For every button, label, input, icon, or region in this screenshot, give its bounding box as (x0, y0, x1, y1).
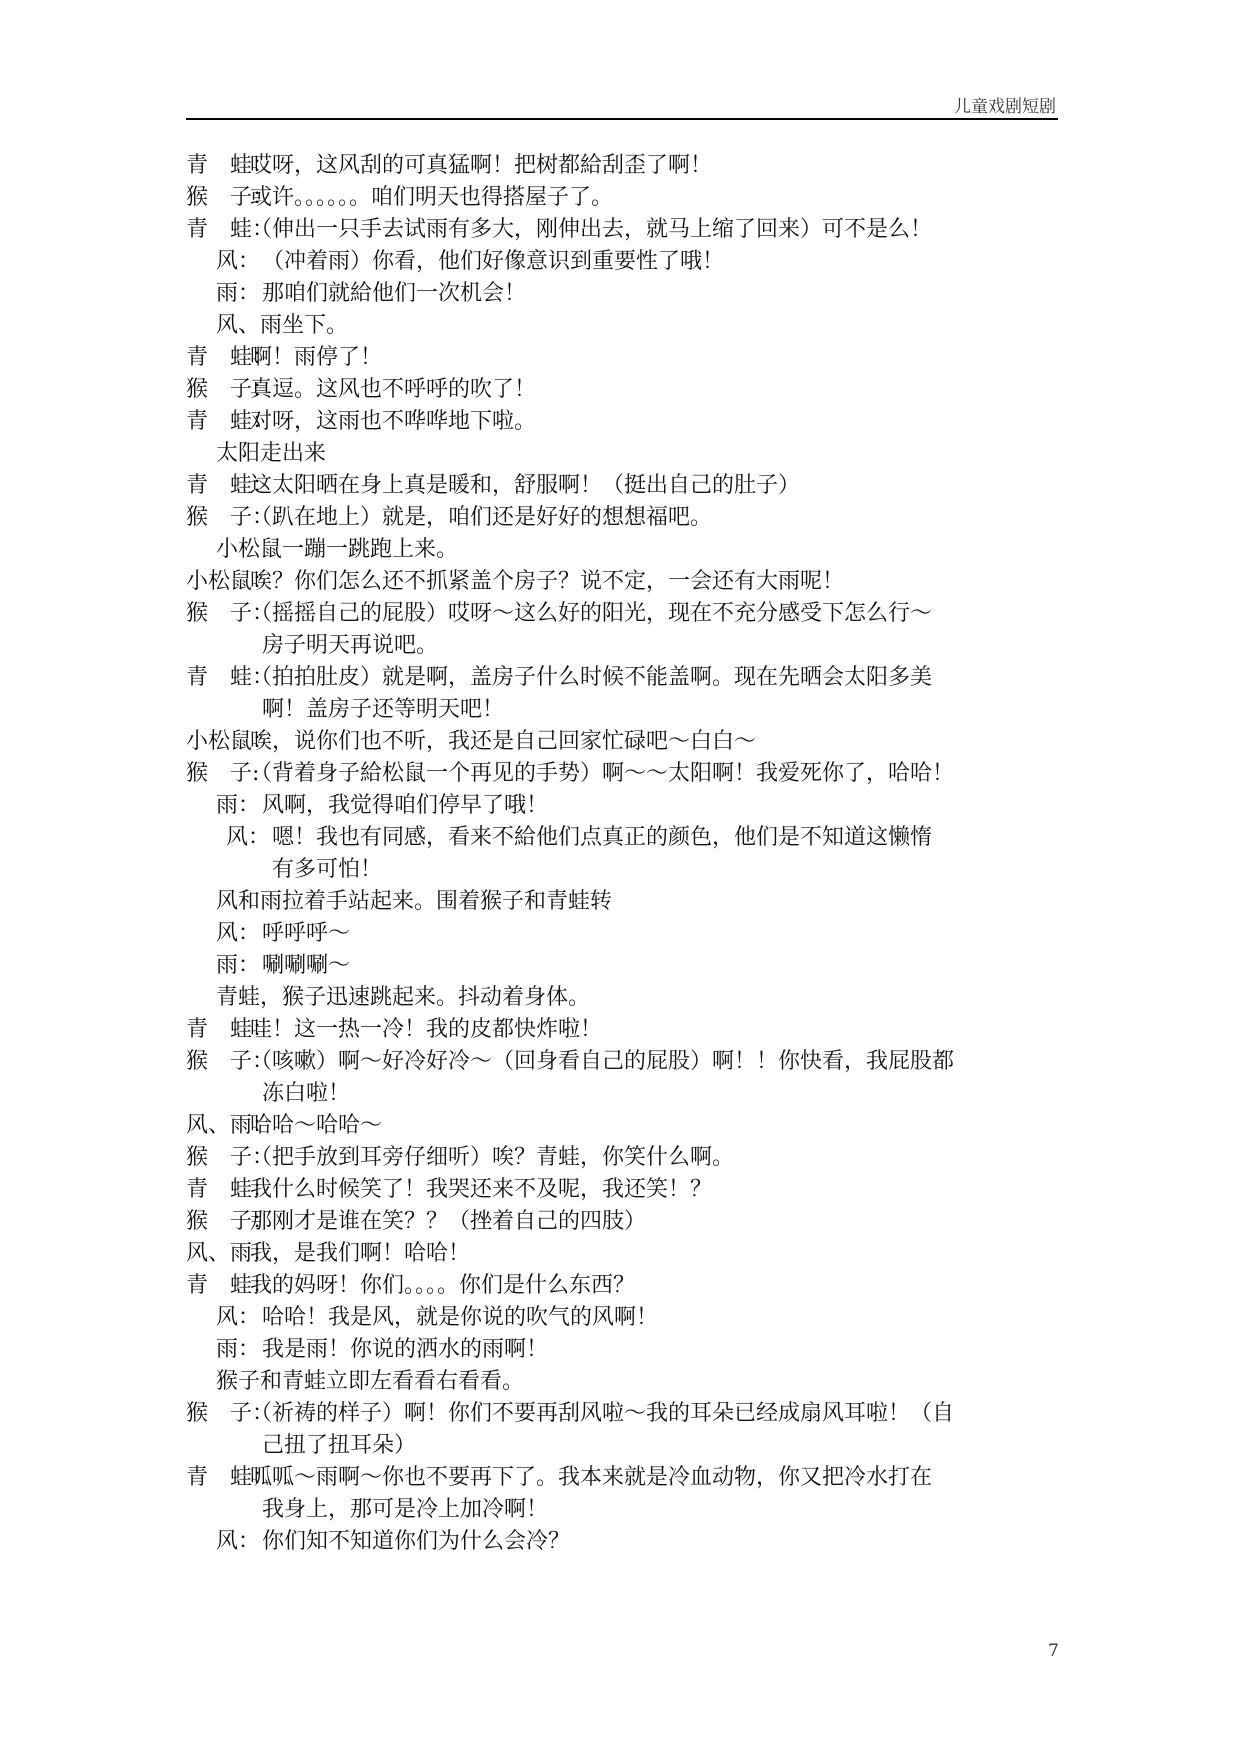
line-text: 哈哈！我是风，就是你说的吹气的风啊！ (262, 1305, 659, 1330)
dialogue-text (250, 726, 756, 758)
dialogue-line (186, 1462, 1066, 1526)
line-text: 哈哈～哈哈～ (250, 1113, 383, 1138)
dialogue-line (186, 406, 1066, 438)
speaker-name: 猴 子： (186, 1049, 275, 1074)
dialogue-text (250, 182, 613, 214)
dialogue-text (262, 278, 526, 310)
speaker-name: 雨： (216, 953, 261, 978)
dialogue-line (186, 1398, 1066, 1462)
speaker-name: 青 蛙： (186, 1017, 275, 1042)
dialogue-text (250, 502, 712, 534)
line-text: 嗯！我也有同感，看来不給他们点真正的颜色，他们是不知道这懒惰 (272, 825, 933, 850)
line-text: （拍拍肚皮）就是啊，盖房子什么时候不能盖啊。现在先晒会太阳多美 (250, 665, 933, 690)
line-text: 真逗。这风也不呼呼的吹了！ (250, 377, 537, 402)
dialogue-text (262, 1526, 570, 1558)
line-text: 我什么时候笑了！我哭还来不及呢，我还笑！？ (250, 1177, 713, 1202)
line-text: 青蛙，猴子迅速跳起来。抖动着身体。 (216, 985, 591, 1010)
line-text: 或许。。。。。。咱们明天也得搭屋子了。 (250, 185, 614, 210)
dialogue-text (262, 790, 548, 822)
dialogue-text (250, 342, 382, 374)
dialogue-line (186, 502, 1066, 534)
line-text-continued: 冻白啦！ (262, 1081, 351, 1106)
dialogue-text (250, 214, 932, 246)
stage-direction (216, 534, 458, 566)
line-text: 猴子和青蛙立即左看看右看看。 (216, 1369, 525, 1394)
header-title: 儿童戏剧短剧 (954, 97, 1056, 117)
speaker-name: 青 蛙： (186, 409, 275, 434)
speaker-name: 青 蛙： (186, 473, 275, 498)
line-text: 呱呱～雨啊～你也不要再下了。我本来就是冷血动物，你又把冷水打在 (250, 1465, 933, 1490)
dialogue-text (250, 566, 844, 598)
line-text: （咳嗽）啊～好冷好冷～（回身看自己的屁股）啊！！你快看，我屁股都 (250, 1049, 955, 1074)
line-text: （背着身子給松鼠一个再见的手势）啊～～太阳啊！我爱死你了，哈哈！ (250, 761, 955, 786)
speaker-name: 青 蛙： (186, 1273, 275, 1298)
speaker-name: 风： (216, 1529, 261, 1554)
dialogue-line (186, 1174, 1066, 1206)
line-text: 风和雨拉着手站起来。围着猴子和青蛙转 (216, 889, 613, 914)
speaker-name: 猴 子： (186, 1209, 275, 1234)
speaker-name: 雨： (216, 793, 261, 818)
dialogue-text (250, 1014, 602, 1046)
dialogue-line (186, 1366, 1066, 1398)
dialogue-text (262, 246, 724, 278)
dialogue-line (186, 886, 1066, 918)
dialogue-line (186, 1270, 1066, 1302)
dialogue-line (186, 214, 1066, 246)
dialogue-line (186, 342, 1066, 374)
line-text: 风、雨坐下。 (216, 313, 349, 338)
line-text: 哎呀，这风刮的可真猛啊！把树都給刮歪了啊！ (250, 153, 713, 178)
line-text: 哇！这一热一冷！我的皮都快炸啦！ (250, 1017, 603, 1042)
dialogue-line (186, 758, 1066, 790)
stage-direction (216, 438, 326, 470)
speaker-name: 青 蛙： (186, 217, 275, 242)
dialogue-line (186, 1302, 1066, 1334)
dialogue-text (262, 950, 350, 982)
dialogue-line (186, 438, 1066, 470)
dialogue-line (186, 1110, 1066, 1142)
line-text: （把手放到耳旁仔细听）唉？青蛙，你笑什么啊。 (250, 1145, 735, 1170)
speaker-name: 猴 子： (186, 1145, 275, 1170)
dialogue-line (186, 822, 1066, 886)
dialogue-text (250, 1238, 470, 1270)
stage-direction (216, 310, 348, 342)
line-text: 呼呼呼～ (262, 921, 351, 946)
line-text: 那咱们就給他们一次机会！ (262, 281, 527, 306)
speaker-name: 青 蛙： (186, 345, 275, 370)
line-text-continued: 我身上，那可是冷上加冷啊！ (262, 1497, 549, 1522)
line-text-continued: 啊！盖房子还等明天吧！ (262, 697, 505, 722)
speaker-name: 猴 子： (186, 377, 275, 402)
speaker-name: 青 蛙： (186, 1465, 275, 1490)
speaker-name: 猴 子： (186, 1401, 275, 1426)
line-text: 唉？你们怎么还不抓紧盖个房子？说不定，一会还有大雨呢！ (250, 569, 845, 594)
page-number: 7 (1048, 1641, 1059, 1661)
dialogue-line (186, 726, 1066, 758)
dialogue-line (186, 246, 1066, 278)
speaker-name: 小松鼠： (186, 569, 275, 594)
dialogue-text (250, 406, 536, 438)
dialogue-text (250, 1398, 954, 1462)
dialogue-line (186, 374, 1066, 406)
dialogue-line (186, 1334, 1066, 1366)
speaker-name: 雨： (216, 281, 261, 306)
dialogue-line (186, 150, 1066, 182)
line-text: 小松鼠一蹦一跳跑上来。 (216, 537, 459, 562)
line-text: 那刚才是谁在笑？？（挫着自己的四肢） (250, 1209, 647, 1234)
dialogue-line (186, 182, 1066, 214)
speaker-name: 青 蛙： (186, 153, 275, 178)
dialogue-text (250, 758, 954, 790)
dialogue-text (250, 598, 932, 662)
dialogue-line (186, 534, 1066, 566)
dialogue-text (250, 1206, 646, 1238)
stage-direction (216, 1366, 524, 1398)
dialogue-line (186, 1014, 1066, 1046)
dialogue-text (262, 1334, 548, 1366)
dialogue-line (186, 918, 1066, 950)
dialogue-text (250, 662, 932, 726)
dialogue-text (250, 1142, 734, 1174)
line-text: （冲着雨）你看，他们好像意识到重要性了哦！ (262, 249, 725, 274)
dialogue-line (186, 598, 1066, 662)
speaker-name: 猴 子： (186, 601, 275, 626)
speaker-name: 风： (226, 825, 271, 850)
line-text: 我是雨！你说的洒水的雨啊！ (262, 1337, 549, 1362)
line-text: 你们知不知道你们为什么会冷？ (262, 1529, 571, 1554)
line-text: （伸出一只手去试雨有多大，刚伸出去，就马上缩了回来）可不是么！ (250, 217, 933, 242)
line-text: 唉，说你们也不听，我还是自己回家忙碌吧～白白～ (250, 729, 757, 754)
page-header (186, 92, 1058, 120)
dialogue-text (250, 1270, 635, 1302)
dialogue-text (262, 1302, 658, 1334)
speaker-name: 青 蛙： (186, 1177, 275, 1202)
line-text: 风啊，我觉得咱们停早了哦！ (262, 793, 549, 818)
line-text-continued: 有多可怕！ (272, 857, 383, 882)
dialogue-line (186, 790, 1066, 822)
dialogue-line (186, 1238, 1066, 1270)
dialogue-text (272, 822, 932, 886)
speaker-name: 青 蛙： (186, 665, 275, 690)
dialogue-text (250, 1110, 382, 1142)
dialogue-text (250, 150, 712, 182)
dialogue-text (262, 918, 350, 950)
speaker-name: 风： (216, 1305, 261, 1330)
dialogue-line (186, 1526, 1066, 1558)
dialogue-line (186, 566, 1066, 598)
dialogue-line (186, 278, 1066, 310)
speaker-name: 风： (216, 249, 261, 274)
line-text: （趴在地上）就是，咱们还是好好的想想福吧。 (250, 505, 713, 530)
line-text-continued: 己扭了扭耳朵） (262, 1433, 417, 1458)
dialogue-line (186, 310, 1066, 342)
line-text: （摇摇自己的屁股）哎呀～这么好的阳光，现在不充分感受下怎么行～ (250, 601, 933, 626)
line-text: 这太阳晒在身上真是暖和，舒服啊！（挺出自己的肚子） (250, 473, 801, 498)
line-text: 我，是我们啊！哈哈！ (250, 1241, 471, 1266)
dialogue-text (250, 1174, 712, 1206)
speaker-name: 风、雨： (186, 1241, 275, 1266)
dialogue-text (250, 374, 536, 406)
line-text: 太阳走出来 (216, 441, 327, 466)
speaker-name: 猴 子： (186, 505, 275, 530)
speaker-name: 雨： (216, 1337, 261, 1362)
dialogue-text (250, 470, 800, 502)
line-text: （祈祷的样子）啊！你们不要再刮风啦～我的耳朵已经成扇风耳啦！（自 (250, 1401, 955, 1426)
line-text: 唰唰唰～ (262, 953, 351, 978)
dialogue-text (250, 1046, 954, 1110)
dialogue-line (186, 982, 1066, 1014)
dialogue-line (186, 470, 1066, 502)
dialogue-line (186, 950, 1066, 982)
speaker-name: 猴 子： (186, 185, 275, 210)
line-text: 啊！雨停了！ (250, 345, 383, 370)
script-body (186, 150, 1066, 1558)
stage-direction (216, 886, 612, 918)
line-text-continued: 房子明天再说吧。 (262, 633, 439, 658)
line-text: 对呀，这雨也不哗哗地下啦。 (250, 409, 537, 434)
stage-direction (216, 982, 590, 1014)
dialogue-text (250, 1462, 932, 1526)
speaker-name: 小松鼠： (186, 729, 275, 754)
dialogue-line (186, 1142, 1066, 1174)
speaker-name: 风： (216, 921, 261, 946)
dialogue-line (186, 1046, 1066, 1110)
dialogue-line (186, 662, 1066, 726)
line-text: 我的妈呀！你们。。。。你们是什么东西？ (250, 1273, 636, 1298)
speaker-name: 猴 子: (186, 761, 260, 786)
speaker-name: 风、雨： (186, 1113, 275, 1138)
dialogue-line (186, 1206, 1066, 1238)
